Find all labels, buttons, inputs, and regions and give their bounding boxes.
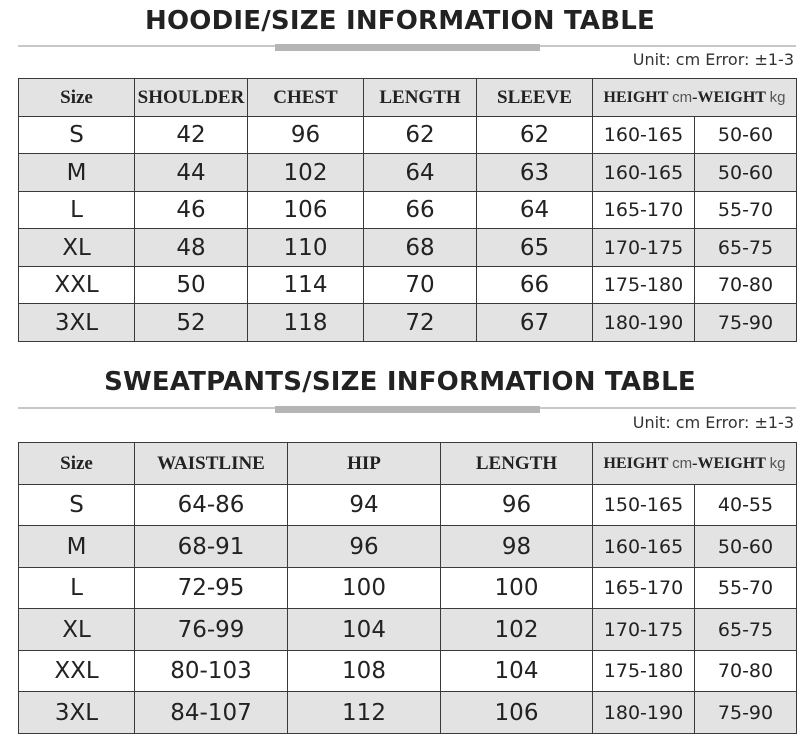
weight-cell: 70-80 <box>695 651 797 692</box>
chest-cell: 106 <box>248 192 364 229</box>
length-cell: 100 <box>441 568 593 609</box>
size-cell: 3XL <box>19 692 135 734</box>
header-chest: CHEST <box>248 79 364 117</box>
header-dash: - <box>692 454 698 472</box>
header-height: HEIGHT <box>603 454 669 472</box>
header-height-unit: cm <box>672 454 693 472</box>
waistline-cell: 76-99 <box>135 609 288 651</box>
table-row <box>19 267 797 304</box>
height-cell: 160-165 <box>593 526 695 568</box>
hoodie-header-row <box>19 79 797 117</box>
header-dash: - <box>692 88 698 106</box>
shoulder-cell: 52 <box>135 304 248 342</box>
chest-cell: 96 <box>248 117 364 154</box>
waistline-cell: 72-95 <box>135 568 288 609</box>
weight-cell: 75-90 <box>695 692 797 734</box>
shoulder-cell: 48 <box>135 229 248 267</box>
size-cell: S <box>19 117 135 154</box>
header-weight-unit: kg <box>769 454 786 472</box>
length-cell: 66 <box>364 192 477 229</box>
header-height-weight <box>593 443 797 485</box>
size-cell: 3XL <box>19 304 135 342</box>
table-row <box>19 526 797 568</box>
hip-cell: 96 <box>288 526 441 568</box>
sleeve-cell: 64 <box>477 192 593 229</box>
table-row <box>19 651 797 692</box>
waistline-cell: 64-86 <box>135 485 288 526</box>
shoulder-cell: 42 <box>135 117 248 154</box>
weight-cell: 50-60 <box>695 154 797 192</box>
weight-cell: 70-80 <box>695 267 797 304</box>
header-length: LENGTH <box>364 79 477 117</box>
size-cell: M <box>19 526 135 568</box>
length-cell: 102 <box>441 609 593 651</box>
hoodie-unit-note: Unit: cm Error: ±1-3 <box>632 50 794 69</box>
height-cell: 160-165 <box>593 154 695 192</box>
header-size: Size <box>19 443 135 485</box>
height-cell: 180-190 <box>593 304 695 342</box>
sleeve-cell: 67 <box>477 304 593 342</box>
header-weight-unit: kg <box>769 88 786 106</box>
length-cell: 72 <box>364 304 477 342</box>
sleeve-cell: 63 <box>477 154 593 192</box>
height-cell: 150-165 <box>593 485 695 526</box>
weight-cell: 65-75 <box>695 609 797 651</box>
weight-cell: 55-70 <box>695 568 797 609</box>
table-row <box>19 692 797 734</box>
height-cell: 170-175 <box>593 229 695 267</box>
header-weight: WEIGHT <box>697 454 766 472</box>
length-cell: 70 <box>364 267 477 304</box>
header-shoulder: SHOULDER <box>135 79 248 117</box>
weight-cell: 65-75 <box>695 229 797 267</box>
size-cell: XL <box>19 229 135 267</box>
length-cell: 62 <box>364 117 477 154</box>
weight-cell: 40-55 <box>695 485 797 526</box>
hoodie-title: HOODIE/SIZE INFORMATION TABLE <box>145 6 655 36</box>
weight-cell: 75-90 <box>695 304 797 342</box>
hip-cell: 94 <box>288 485 441 526</box>
sweatpants-title-accent <box>275 406 540 413</box>
hip-cell: 100 <box>288 568 441 609</box>
header-height-weight <box>593 79 797 117</box>
waistline-cell: 84-107 <box>135 692 288 734</box>
height-cell: 175-180 <box>593 651 695 692</box>
hoodie-title-accent <box>275 44 540 51</box>
height-cell: 160-165 <box>593 117 695 154</box>
sleeve-cell: 62 <box>477 117 593 154</box>
sweatpants-header-row <box>19 443 797 485</box>
size-cell: L <box>19 192 135 229</box>
sweatpants-size-table <box>18 442 797 734</box>
length-cell: 106 <box>441 692 593 734</box>
height-cell: 180-190 <box>593 692 695 734</box>
header-waistline: WAISTLINE <box>135 443 288 485</box>
waistline-cell: 80-103 <box>135 651 288 692</box>
table-row <box>19 117 797 154</box>
header-height: HEIGHT <box>603 88 669 106</box>
chest-cell: 110 <box>248 229 364 267</box>
table-row <box>19 568 797 609</box>
size-cell: XL <box>19 609 135 651</box>
waistline-cell: 68-91 <box>135 526 288 568</box>
header-length: LENGTH <box>441 443 593 485</box>
table-row <box>19 304 797 342</box>
length-cell: 96 <box>441 485 593 526</box>
sweatpants-unit-note: Unit: cm Error: ±1-3 <box>632 413 794 432</box>
length-cell: 64 <box>364 154 477 192</box>
sleeve-cell: 66 <box>477 267 593 304</box>
size-cell: L <box>19 568 135 609</box>
weight-cell: 55-70 <box>695 192 797 229</box>
size-cell: S <box>19 485 135 526</box>
weight-cell: 50-60 <box>695 526 797 568</box>
sleeve-cell: 65 <box>477 229 593 267</box>
hip-cell: 104 <box>288 609 441 651</box>
length-cell: 98 <box>441 526 593 568</box>
sweatpants-title: SWEATPANTS/SIZE INFORMATION TABLE <box>104 367 696 397</box>
hip-cell: 108 <box>288 651 441 692</box>
table-row <box>19 609 797 651</box>
shoulder-cell: 46 <box>135 192 248 229</box>
hip-cell: 112 <box>288 692 441 734</box>
size-cell: XXL <box>19 267 135 304</box>
length-cell: 68 <box>364 229 477 267</box>
header-size: Size <box>19 79 135 117</box>
size-cell: M <box>19 154 135 192</box>
table-row <box>19 485 797 526</box>
height-cell: 175-180 <box>593 267 695 304</box>
header-hip: HIP <box>288 443 441 485</box>
chest-cell: 102 <box>248 154 364 192</box>
table-row <box>19 192 797 229</box>
table-row <box>19 229 797 267</box>
height-cell: 165-170 <box>593 568 695 609</box>
header-weight: WEIGHT <box>697 88 766 106</box>
height-cell: 165-170 <box>593 192 695 229</box>
height-cell: 170-175 <box>593 609 695 651</box>
header-height-unit: cm <box>672 88 693 106</box>
length-cell: 104 <box>441 651 593 692</box>
shoulder-cell: 44 <box>135 154 248 192</box>
size-cell: XXL <box>19 651 135 692</box>
chest-cell: 114 <box>248 267 364 304</box>
weight-cell: 50-60 <box>695 117 797 154</box>
chest-cell: 118 <box>248 304 364 342</box>
hoodie-size-table <box>18 78 797 342</box>
table-row <box>19 154 797 192</box>
header-sleeve: SLEEVE <box>477 79 593 117</box>
shoulder-cell: 50 <box>135 267 248 304</box>
